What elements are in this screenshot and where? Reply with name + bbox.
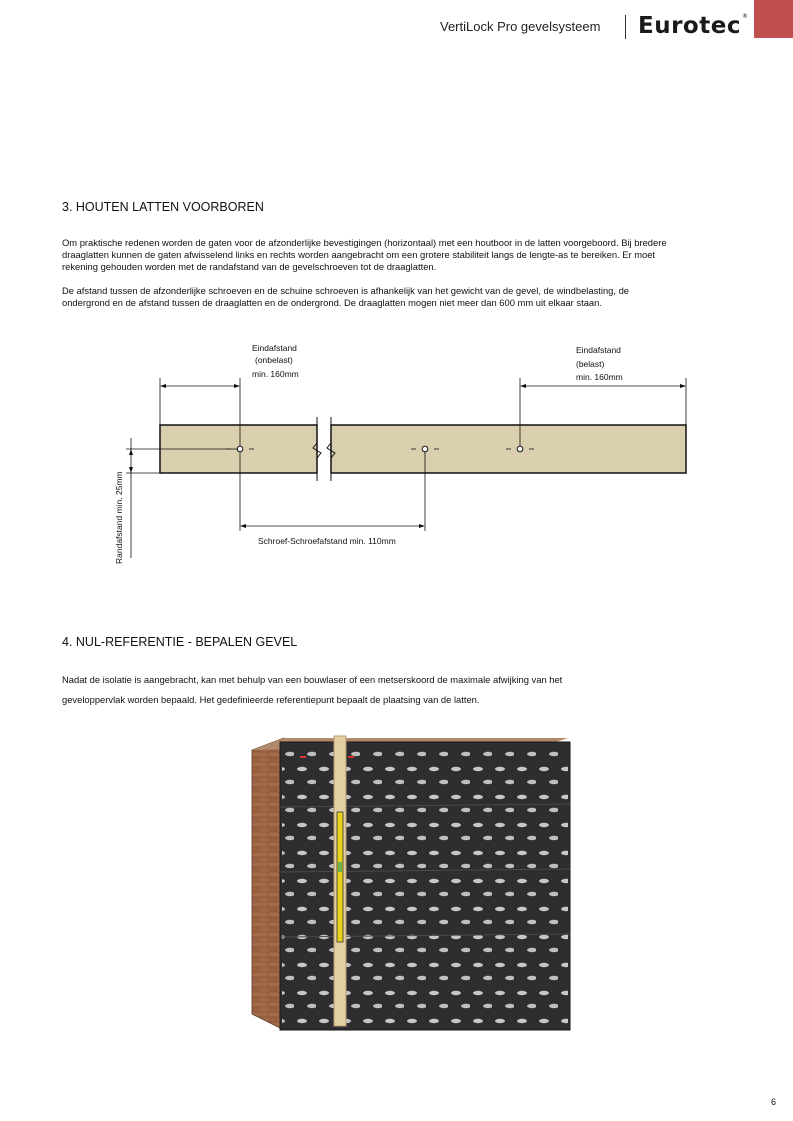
paragraph-line: De afstand tussen de afzonderlijke schroeven en de schuine schroeven is afhankelijk van het gewicht van de gevel, de windbelasting, de	[62, 285, 630, 296]
label-screw-spacing: Schroef-Schroefafstand min. 110mm	[258, 536, 396, 546]
page-number: 6	[771, 1097, 777, 1107]
paragraph-line: Om praktische redenen worden de gaten voor de afzonderlijke bevestigingen (horizontaal) met een houtboor in de latten voorgeboord. Bij bredere	[62, 237, 667, 248]
header-divider	[625, 15, 626, 39]
section-3-paragraph-1	[62, 237, 762, 273]
section-4-paragraph	[62, 670, 762, 710]
label-end-distance-unloaded-line-2: (onbelast)	[255, 355, 293, 365]
spirit-level	[337, 812, 343, 942]
paragraph-line: rekening gehouden worden met de randafstand van de gevelschroeven tot de draaglatten.	[62, 261, 437, 272]
document-title: VertiLock Pro gevelsysteem	[440, 19, 601, 34]
batten-drilling-diagram	[100, 338, 700, 578]
laser-mark	[300, 756, 306, 758]
eurotec-logo	[638, 13, 748, 39]
label-end-distance-loaded-line-2: (belast)	[576, 359, 605, 369]
paragraph-line: ondergrond en de afstand tussen de draaglatten en de ondergrond. De draaglatten mogen niet meer dan 600 mm uit elkaar staan.	[62, 297, 602, 308]
insulation-anchors	[282, 744, 568, 1028]
label-edge-distance: Randafstand min. 25mm	[114, 471, 124, 564]
spirit-level-bubble	[338, 862, 342, 872]
brick-wall-side	[252, 738, 284, 1030]
paragraph-line: draaglatten kunnen de gaten afwisselend links en rechts worden aangebracht om een grotere stabiliteit langs de lengte-as te bereiken. Er moet	[62, 249, 656, 260]
logo-text: Eurotec	[638, 13, 741, 39]
section-3-paragraph-2	[62, 285, 762, 309]
laser-mark	[348, 756, 354, 758]
section-3-heading: 3. HOUTEN LATTEN VOORBOREN	[62, 200, 264, 214]
facade-insulation-illustration	[250, 732, 580, 1032]
registered-mark: ®	[741, 13, 749, 20]
paragraph-line: Nadat de isolatie is aangebracht, kan met behulp van een bouwlaser of een metserskoord de maximale afwijking van het	[62, 674, 563, 685]
paragraph-line: geveloppervlak worden bepaald. Het gedefinieerde referentiepunt bepaalt de plaatsing van de latten.	[62, 694, 480, 705]
label-end-distance-loaded-line-1: Eindafstand	[576, 345, 621, 355]
section-4-heading: 4. NUL-REFERENTIE - BEPALEN GEVEL	[62, 635, 298, 649]
label-end-distance-unloaded-line-3: min. 160mm	[252, 369, 299, 379]
label-end-distance-loaded-line-3: min. 160mm	[576, 372, 623, 382]
brand-color-block	[754, 0, 793, 38]
label-end-distance-unloaded-line-1: Eindafstand	[252, 343, 297, 353]
